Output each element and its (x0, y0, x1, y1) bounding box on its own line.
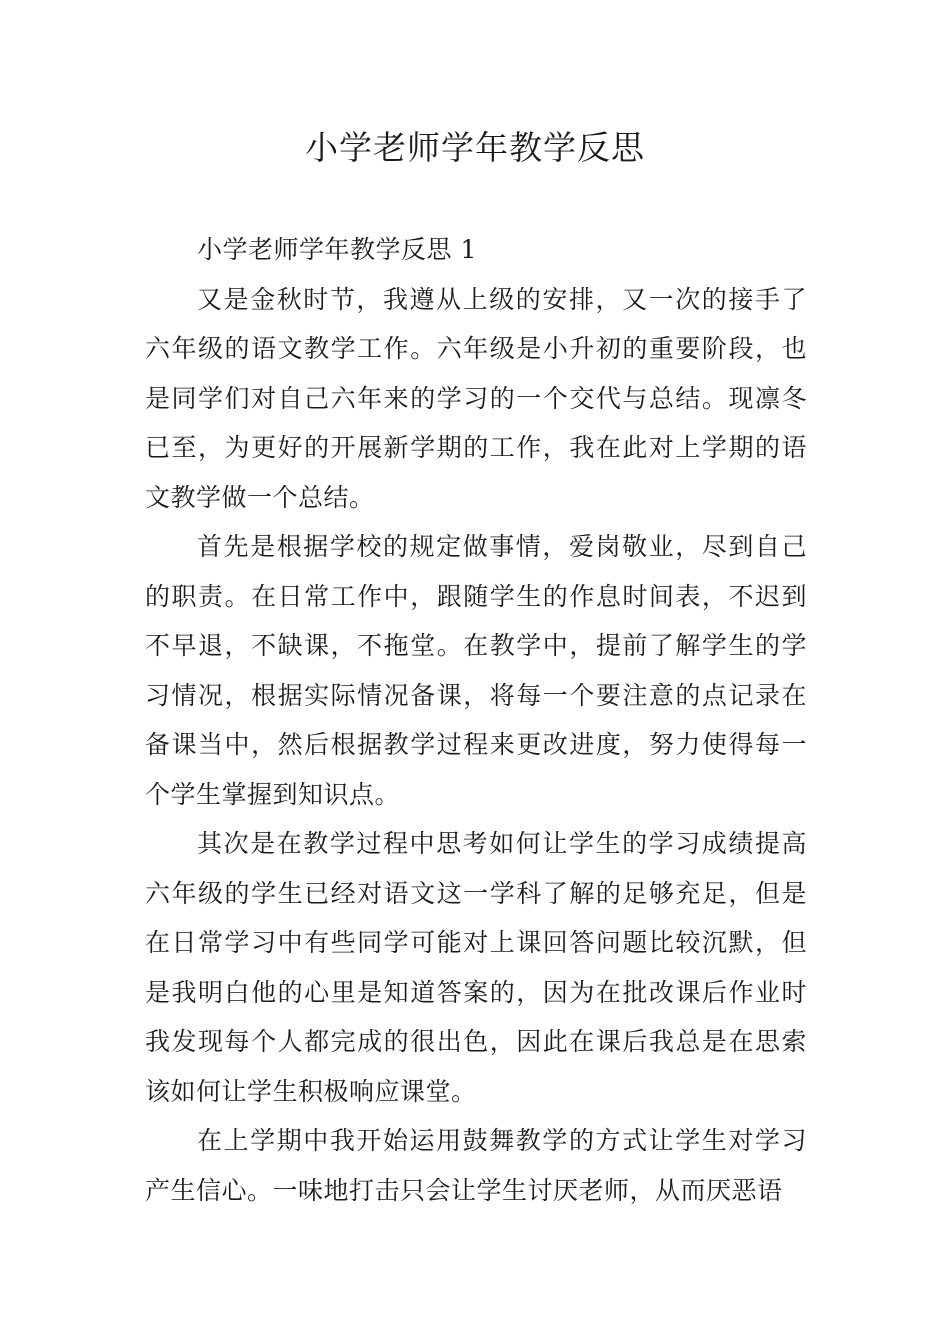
section-heading: 小学老师学年教学反思 1 (197, 235, 477, 264)
document-body (145, 225, 807, 1215)
paragraph: 其次是在教学过程中思考如何让学生的学习成绩提高六年级的学生已经对语文这一学科了解的足够充足，但是在日常学习中有些同学可能对上课回答问题比较沉默，但是我明白他的心里是知道答案的，因为在批改课后作业时我发现每个人都完成的很出色，因此在课后我总是在思索该如何让学生积极响应课堂。 (145, 829, 807, 1106)
document-title: 小学老师学年教学反思 (305, 128, 645, 167)
paragraph: 又是金秋时节，我遵从上级的安排，又一次的接手了六年级的语文教学工作。六年级是小升初的重要阶段，也是同学们对自己六年来的学习的一个交代与总结。现凛冬已至，为更好的开展新学期的工作，我在此对上学期的语文教学做一个总结。 (145, 284, 807, 512)
paragraph: 在上学期中我开始运用鼓舞教学的方式让学生对学习产生信心。一味地打击只会让学生讨厌老师，从而厌恶语 (145, 1126, 807, 1205)
paragraph: 首先是根据学校的规定做事情，爱岗敬业，尽到自己的职责。在日常工作中，跟随学生的作息时间表，不迟到不早退，不缺课，不拖堂。在教学中，提前了解学生的学习情况，根据实际情况备课，将每一个要注意的点记录在备课当中，然后根据教学过程来更改进度，努力使得每一个学生掌握到知识点。 (145, 532, 807, 809)
